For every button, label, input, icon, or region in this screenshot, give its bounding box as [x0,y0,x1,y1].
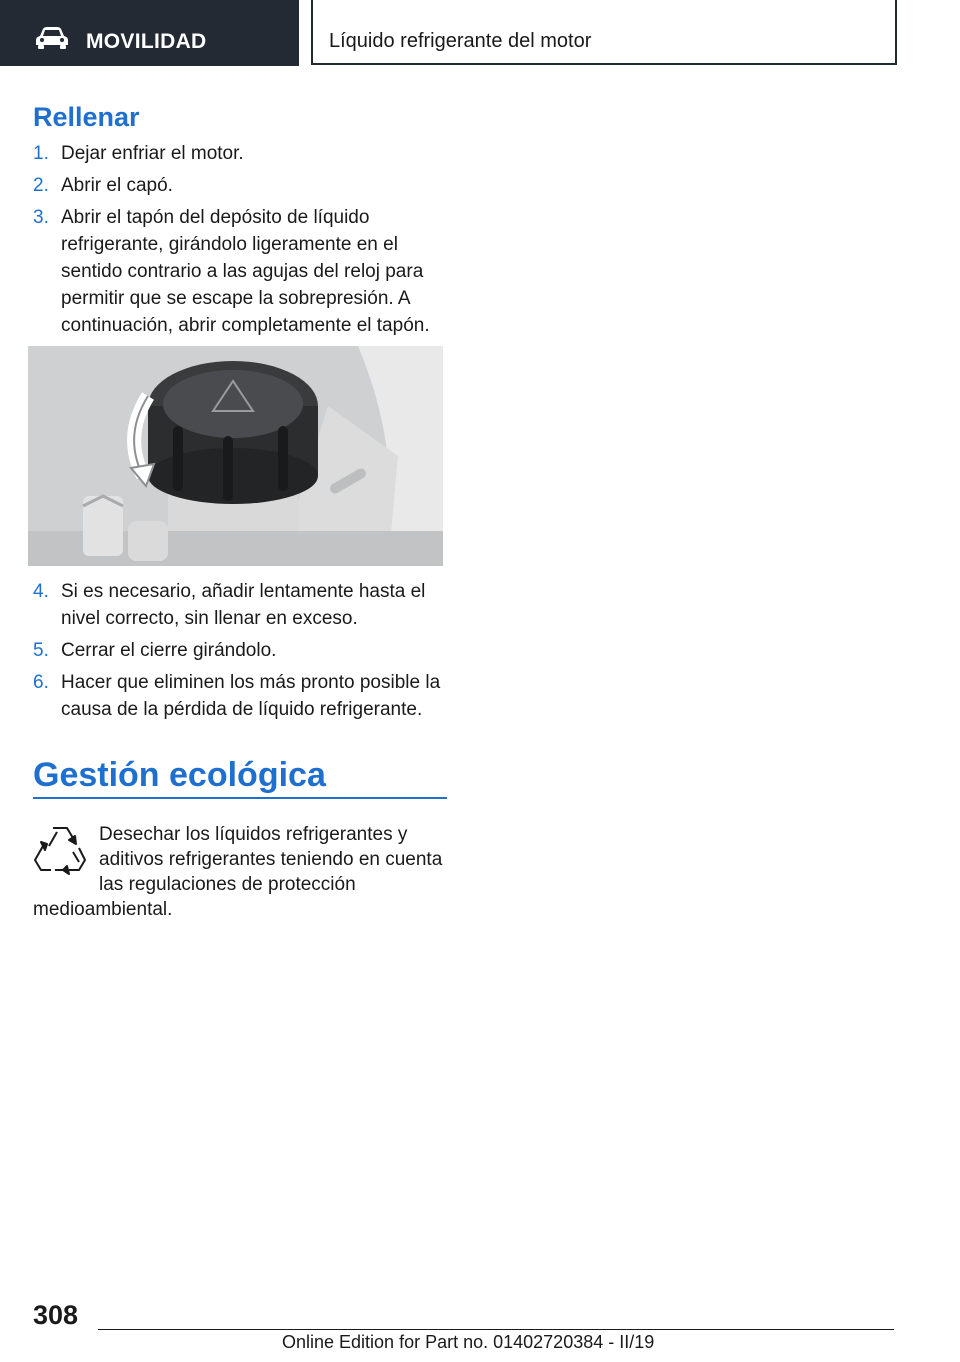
chapter-header [311,0,897,65]
step-text: Dejar enfriar el motor. [61,143,244,164]
edition-note: Online Edition for Part no. 01402720384 - II/19 [282,1332,655,1352]
car-icon [34,26,70,50]
step-item [33,172,448,199]
footer-rule [98,1329,894,1330]
step-number: 2. [33,175,49,196]
step-item [33,204,448,339]
icon-spacer [33,822,99,897]
step-item [33,578,448,632]
page-number: 308 [33,1300,79,1330]
step-item [33,669,448,723]
step-text: Abrir el tapón del depósito de líquido refrigerante, girándolo ligeramente en el sentido contrario a las agujas del reloj para permitir que se escape la sobrepresión. A continuación, abrir completamente el tapón. [61,207,430,336]
eco-heading: Gestión ecológica [33,756,326,794]
step-text: Hacer que eliminen los más pronto posible la causa de la pérdida de líquido refrigerante. [61,672,441,720]
step-number: 4. [33,581,49,602]
step-number: 6. [33,672,49,693]
steps-list-b [33,578,448,728]
eco-paragraph [33,822,449,922]
rellenar-heading: Rellenar [33,102,140,132]
steps-list-a [33,140,448,344]
step-number: 1. [33,143,49,164]
step-item [33,637,448,664]
heading-rule [33,797,447,799]
step-number: 5. [33,640,49,661]
chapter-title: Líquido refrigerante del motor [329,30,592,52]
step-item [33,140,448,167]
step-text: Si es necesario, añadir lentamente hasta el nivel correcto, sin llenar en exceso. [61,581,426,629]
coolant-cap-illustration [28,346,443,566]
section-tab [0,0,299,66]
step-text: Abrir el capó. [61,175,173,196]
coolant-cap-drawing [28,346,443,566]
eco-text: Desechar los líquidos refrigerantes y aditivos refrigerantes teniendo en cuenta las regulaciones de protección medioambiental. [33,824,443,920]
section-label: MOVILIDAD [86,30,207,53]
step-number: 3. [33,207,49,228]
step-text: Cerrar el cierre girándolo. [61,640,277,661]
